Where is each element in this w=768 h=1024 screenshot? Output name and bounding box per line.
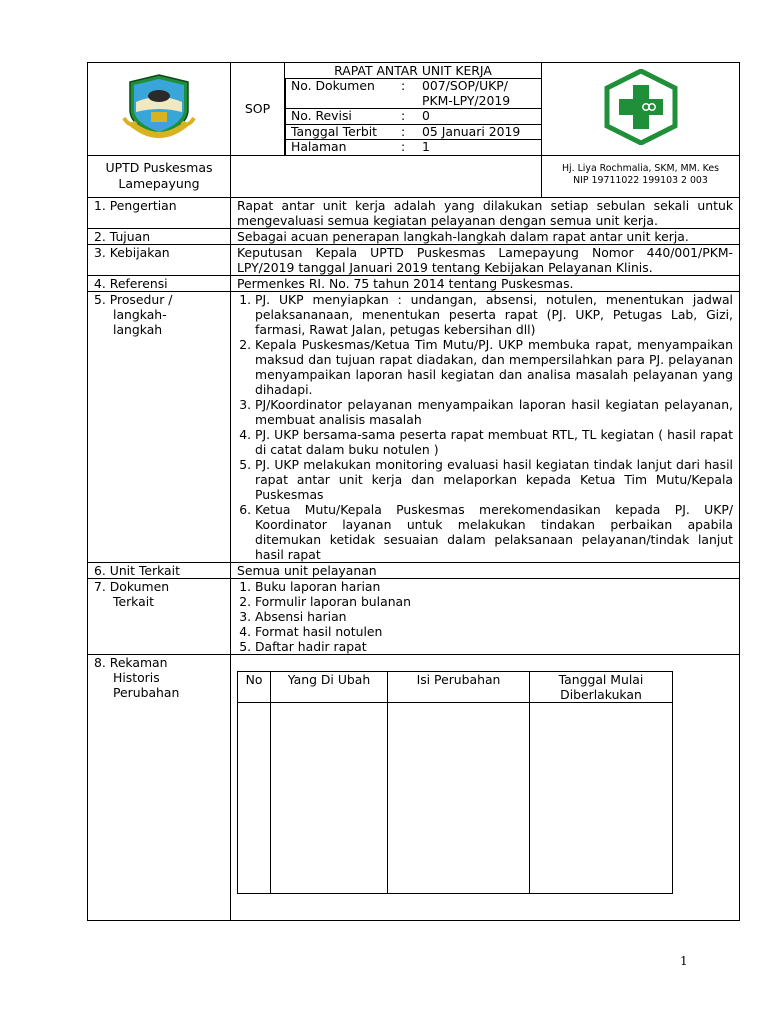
procedure-step: 3. PJ/Koordinator pelayanan menyampaikan laporan hasil kegiatan pelayanan, membuat analisis masalah: [255, 397, 733, 427]
meta-label: No. Dokumen: [286, 79, 402, 109]
meta-row-halaman: [286, 140, 542, 155]
organization-line-1: UPTD Puskesmas: [105, 159, 213, 175]
related-document-item: 3. Absensi harian: [255, 609, 733, 624]
section-label-rekaman: [88, 654, 231, 920]
procedure-step: 4. PJ. UKP bersama-sama peserta rapat membuat RTL, TL kegiatan ( hasil rapat di catat dalam buku notulen ): [255, 427, 733, 457]
meta-label: No. Revisi: [286, 109, 402, 125]
rekaman-label-line-3: Perubahan: [113, 684, 180, 700]
procedure-step: 6. Ketua Mutu/Kepala Puskesmas merekomendasikan kepada PJ. UKP/ Koordinator layanan untuk melakukan tindakan perbaikan apabila ditemukan ketidak sesuaian dalam pelaksanaan pelayanan/tindak lanjut hasil rapat: [255, 502, 733, 562]
related-documents-list: [237, 579, 733, 654]
document-metadata: [285, 63, 542, 156]
meta-label: Tanggal Terbit: [286, 124, 402, 140]
related-documents: [231, 578, 740, 654]
page-number: 1: [680, 954, 688, 968]
related-document-item: 5. Daftar hadir rapat: [255, 639, 733, 654]
empty-cell: [238, 702, 271, 893]
prosedur-label-line-1: 5. Prosedur /: [94, 291, 173, 307]
related-document-item: 1. Buku laporan harian: [255, 579, 733, 594]
meta-value: 1: [422, 139, 430, 154]
change-history: [231, 654, 740, 920]
sop-label: SOP: [231, 63, 285, 156]
regional-emblem-logo: [118, 72, 200, 142]
signer-name: Hj. Liya Rochmalia, SKM, MM. Kes: [561, 162, 720, 174]
meta-value: 05 Januari 2019: [417, 124, 541, 140]
puskesmas-logo-cell: [542, 63, 740, 156]
procedure-step: 5. PJ. UKP melakukan monitoring evaluasi hasil kegiatan tindak lanjut dari hasil rapat antar unit kerja dan melaporkan kepada Ketua Tim Mutu/Kepala Puskesmas: [255, 457, 733, 502]
section-label-pengertian: 1. Pengertian: [88, 197, 231, 228]
signer-nip: NIP 19711022 199103 2 003: [573, 174, 708, 186]
empty-cell: [530, 702, 673, 893]
section-label-kebijakan: 3. Kebijakan: [88, 244, 231, 275]
document-title: RAPAT ANTAR UNIT KERJA: [285, 63, 541, 79]
change-history-empty-row: [238, 702, 673, 893]
procedure-step: 2. Kepala Puskesmas/Ketua Tim Mutu/PJ. UKP membuka rapat, menyampaikan maksud dan tujuan rapat diadakan, dan mempersilahkan para PJ. pelayanan menyampaikan laporan hasil kegiatan dan analisa masalah pelayanan yang dihadapi.: [255, 337, 733, 397]
sop-document: [87, 62, 739, 923]
related-document-item: 2. Formulir laporan bulanan: [255, 594, 733, 609]
procedure-steps: [231, 291, 740, 562]
column-header-isi-perubahan: Isi Perubahan: [388, 671, 530, 702]
empty-cell: [388, 702, 530, 893]
dokumen-label-line-2: Terkait: [113, 593, 155, 609]
prosedur-label-line-3: langkah: [113, 321, 163, 337]
prosedur-label-line-2: langkah-: [113, 306, 167, 322]
section-text-pengertian: Rapat antar unit kerja adalah yang dilakukan setiap sebulan sekali untuk mengevaluasi semua kegiatan pelayanan dengan semua unit kerja.: [231, 197, 740, 228]
meta-row-no-revisi: [286, 109, 542, 125]
meta-colon: :: [401, 124, 417, 140]
meta-colon: :: [401, 79, 417, 109]
column-header-no: No: [238, 671, 271, 702]
signature-block: [542, 155, 740, 197]
dokumen-label-line-1: 7. Dokumen: [94, 578, 170, 594]
meta-value: 0: [417, 109, 541, 125]
meta-row-tanggal-terbit: [286, 124, 542, 140]
metadata-table: [285, 79, 541, 155]
procedure-step: 1. PJ. UKP menyiapkan : undangan, absensi, notulen, menentukan jadwal pelaksananaan, menentukan peserta rapat (PJ. UKP, Petugas Lab, Gizi, farmasi, Rawat Jalan, petugas kebersihan dll): [255, 292, 733, 337]
column-header-tanggal-mulai: Tanggal Mulai Diberlakukan: [530, 671, 673, 702]
section-text-unit-terkait: Semua unit pelayanan: [231, 562, 740, 578]
organization-name: [88, 155, 231, 197]
change-history-header: [238, 671, 673, 702]
blank-cell: [231, 155, 542, 197]
meta-value: 007/SOP/UKP/ PKM-LPY/2019: [417, 79, 541, 109]
meta-row-no-dokumen: [286, 79, 542, 109]
section-label-unit-terkait: 6. Unit Terkait: [88, 562, 231, 578]
section-label-referensi: 4. Referensi: [88, 275, 231, 291]
puskesmas-logo: [601, 69, 681, 145]
empty-cell: [271, 702, 388, 893]
section-text-kebijakan: Keputusan Kepala UPTD Puskesmas Lamepayung Nomor 440/001/PKM-LPY/2019 tanggal Januari 2019 tentang Kebijakan Pelayanan Klinis.: [231, 244, 740, 275]
meta-label: Halaman: [286, 140, 402, 155]
sop-table: [87, 62, 740, 921]
rekaman-label-line-1: 8. Rekaman: [94, 654, 168, 670]
meta-colon: :: [401, 139, 406, 154]
related-document-item: 4. Format hasil notulen: [255, 624, 733, 639]
meta-colon: :: [401, 109, 417, 125]
section-text-referensi: Permenkes RI. No. 75 tahun 2014 tentang Puskesmas.: [231, 275, 740, 291]
section-label-dokumen-terkait: [88, 578, 231, 654]
organization-line-2: Lamepayung: [118, 175, 200, 191]
column-header-yang-di-ubah: Yang Di Ubah: [271, 671, 388, 702]
procedure-list: [237, 292, 733, 562]
regional-emblem-cell: [88, 63, 231, 156]
section-label-prosedur: [88, 291, 231, 562]
change-history-table: [237, 671, 673, 894]
section-label-tujuan: 2. Tujuan: [88, 228, 231, 244]
rekaman-label-line-2: Historis: [113, 669, 160, 685]
section-text-tujuan: Sebagai acuan penerapan langkah-langkah dalam rapat antar unit kerja.: [231, 228, 740, 244]
